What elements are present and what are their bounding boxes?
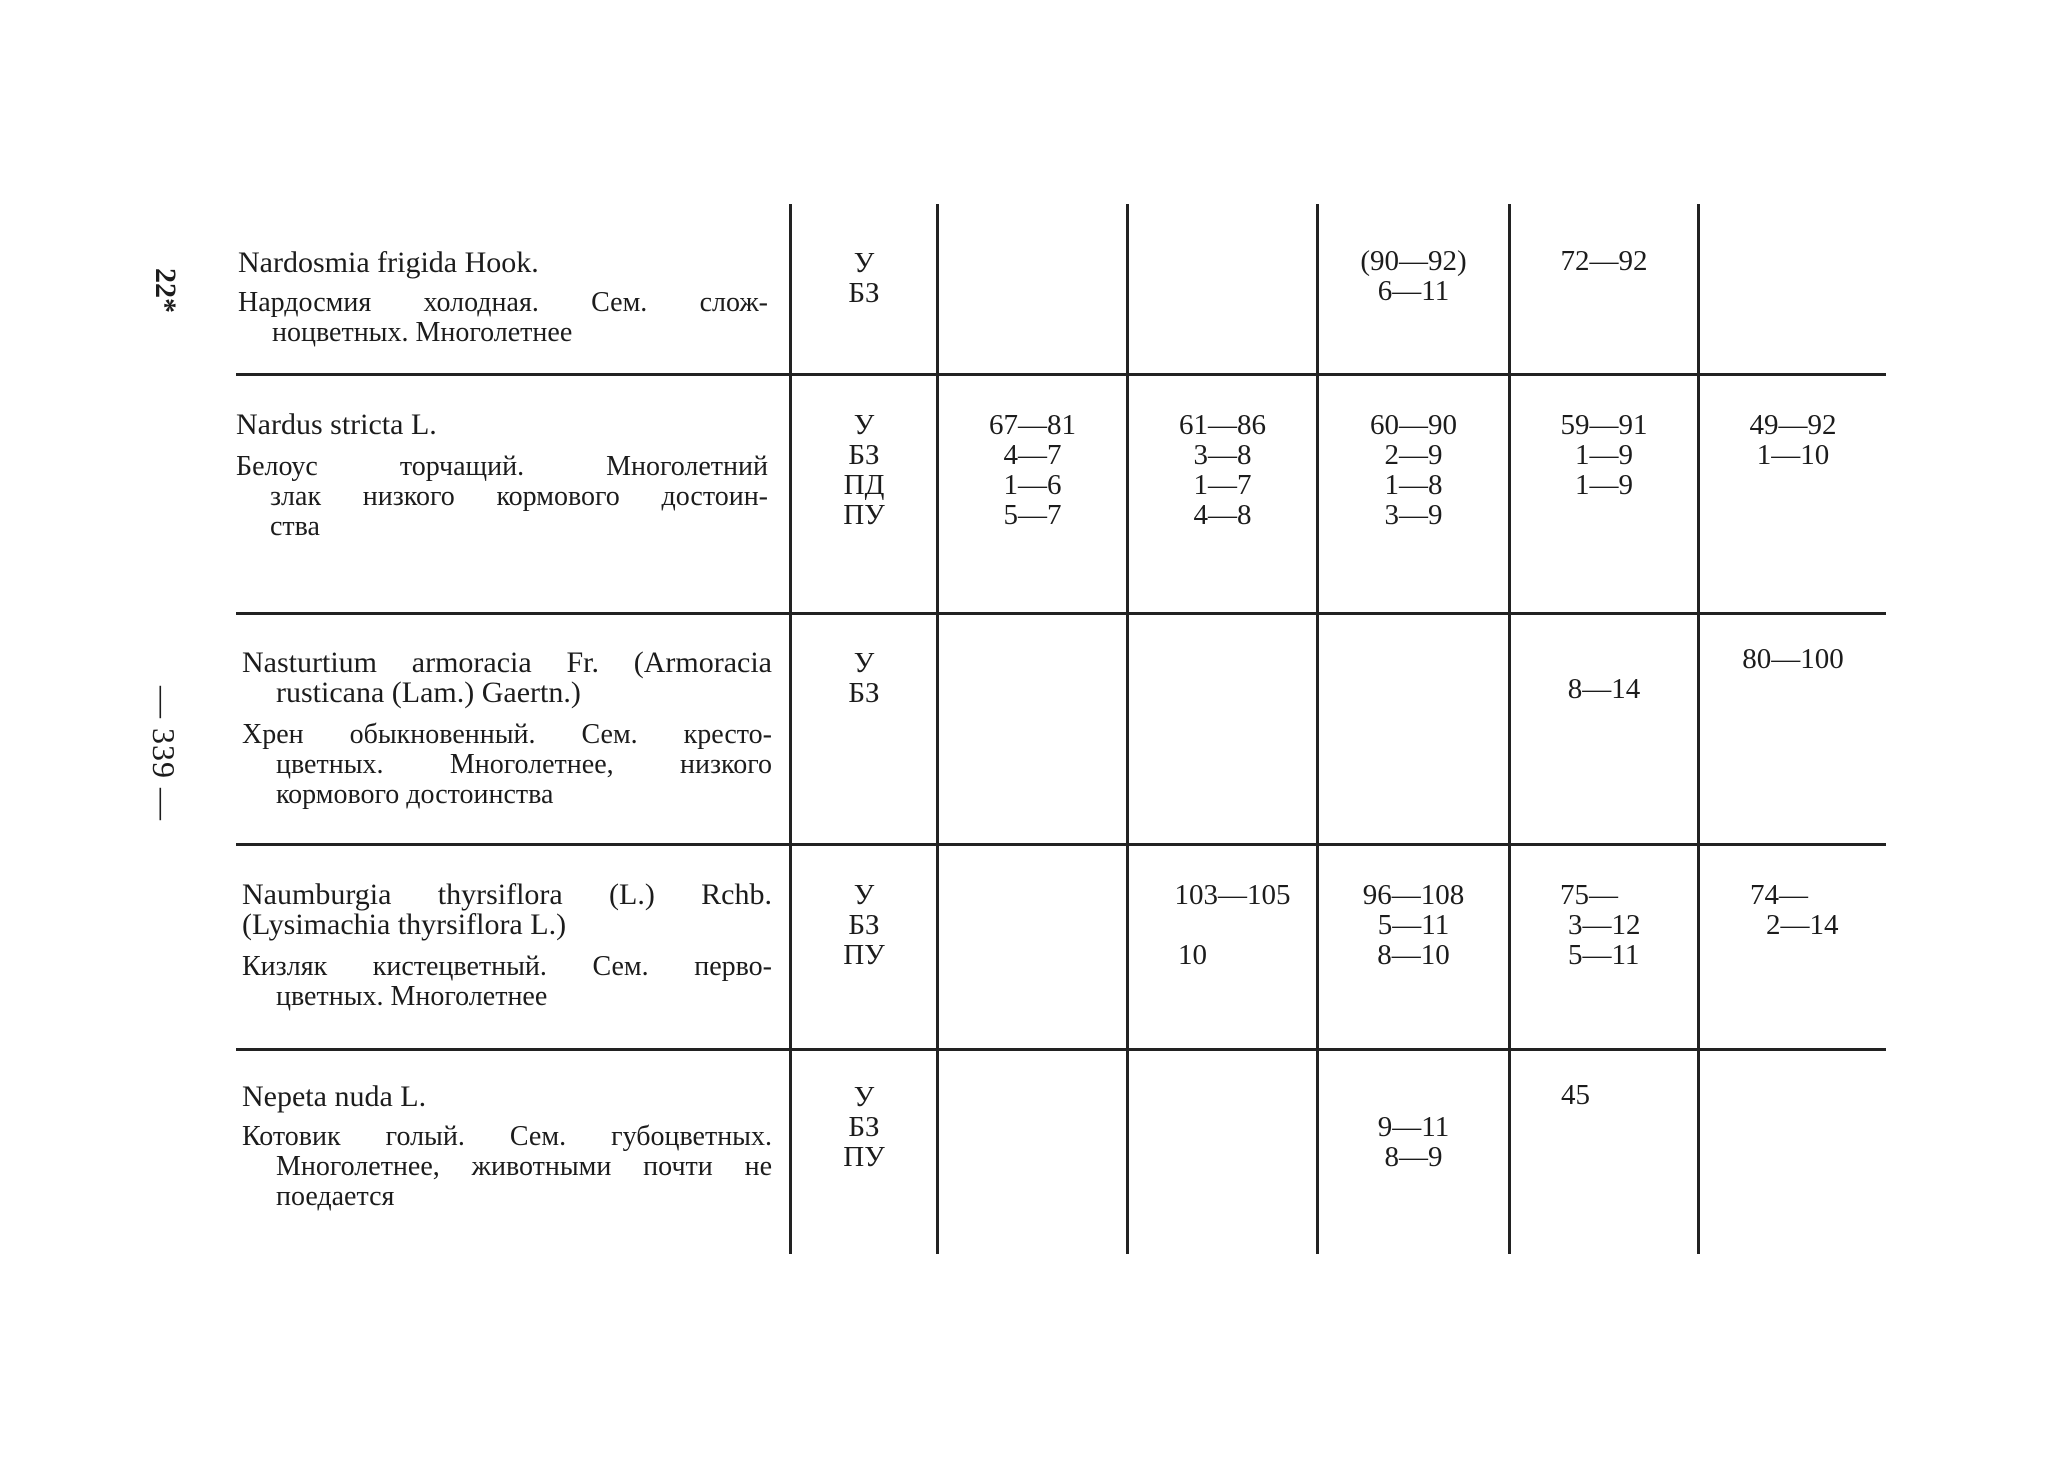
value-cell (1511, 674, 1697, 704)
region-code: У (853, 879, 875, 911)
value: (90—92) (1360, 245, 1467, 277)
row-separator (236, 612, 1886, 615)
table-row (238, 248, 768, 348)
row-separator (236, 843, 1886, 846)
value-cell (1511, 246, 1697, 276)
region-code: БЗ (848, 277, 880, 309)
region-codes (792, 880, 936, 970)
region-code: У (853, 247, 875, 279)
species-description (236, 452, 768, 542)
description-line: цветных. Многолетнее, низкого (276, 749, 772, 780)
column-rule (1316, 204, 1319, 1254)
value: 1—7 (1193, 469, 1252, 501)
value: 3—9 (1384, 499, 1443, 531)
region-codes (792, 1082, 936, 1172)
value: 75— (1560, 879, 1618, 911)
value: 67—81 (989, 409, 1076, 441)
latin-line: Nasturtium armoracia Fr. (Armoracia (242, 646, 772, 679)
value-cell (1319, 880, 1508, 970)
description-line: поедается (276, 1181, 395, 1212)
table-row (242, 880, 772, 1012)
value: 60—90 (1370, 409, 1457, 441)
description-line: кормового достоинства (276, 779, 554, 810)
value: 5—11 (1568, 939, 1640, 971)
description-line: Хрен обыкновенный. Сем. кресто- (242, 719, 772, 750)
description-line: ноцветных. Многолетнее (272, 317, 573, 348)
table-row (236, 410, 768, 542)
description-line: ства (270, 511, 320, 542)
value-cell (1319, 1112, 1508, 1172)
region-code: ПД (843, 469, 885, 501)
value: 4—7 (1003, 439, 1062, 471)
value-cell (1178, 940, 1298, 970)
value: 1—10 (1756, 439, 1830, 471)
value: 4—8 (1193, 499, 1252, 531)
latin-line: Naumburgia thyrsiflora (L.) Rchb. (242, 878, 772, 911)
value: 8—10 (1377, 939, 1450, 971)
description-line: Белоус торчащий. Многолетний (236, 451, 768, 482)
description-line: Многолетнее, животными почти не (276, 1151, 772, 1182)
value: 59—91 (1560, 409, 1648, 441)
value-cell (1319, 410, 1508, 530)
species-latin-name: Nardosmia frigida Hook. (238, 246, 539, 279)
region-codes (792, 248, 936, 308)
value: 1—9 (1575, 439, 1633, 471)
region-code: У (853, 647, 875, 679)
value: 61—86 (1179, 409, 1266, 441)
region-code: БЗ (848, 677, 880, 709)
latin-line: (Lysimachia thyrsiflora L.) (242, 908, 567, 941)
species-latin-name: Nepeta nuda L. (242, 1080, 427, 1113)
value: 8—9 (1384, 1141, 1443, 1173)
table-row (242, 648, 772, 810)
region-code: ПУ (843, 939, 885, 971)
value: 2—9 (1384, 439, 1443, 471)
value: 9—11 (1377, 1111, 1450, 1143)
value-cell (1511, 410, 1697, 500)
value-cell (1750, 880, 1880, 940)
value-cell (1560, 880, 1690, 970)
value: 74— (1750, 879, 1808, 911)
description-line: Нардосмия холодная. Сем. слож- (238, 287, 768, 318)
region-code: У (853, 409, 875, 441)
species-latin-name (242, 880, 772, 940)
column-rule (1508, 204, 1511, 1254)
value: 1—9 (1575, 469, 1633, 501)
species-description (242, 720, 772, 810)
description-line: злак низкого кормового достоин- (270, 481, 768, 512)
value: 10 (1178, 939, 1207, 971)
value: 5—7 (1003, 499, 1062, 531)
value-cell (1319, 246, 1508, 306)
column-rule (1697, 204, 1700, 1254)
value: 6—11 (1377, 275, 1450, 307)
latin-line: rusticana (Lam.) Gaertn.) (276, 676, 581, 709)
value: 2—14 (1766, 909, 1839, 941)
value: 5—11 (1377, 909, 1450, 941)
species-description (242, 952, 772, 1012)
region-code: У (853, 1081, 875, 1113)
value: 96—108 (1362, 879, 1465, 911)
signature-mark: 22* (149, 268, 182, 313)
value: 3—12 (1568, 909, 1641, 941)
species-description (242, 1122, 772, 1212)
value: 72—92 (1560, 245, 1648, 277)
region-codes (792, 410, 936, 530)
value: 45 (1561, 1079, 1590, 1111)
table-row (242, 1082, 772, 1212)
species-latin-name (242, 648, 772, 708)
value-cell (1561, 1080, 1681, 1110)
region-code: ПУ (843, 1141, 885, 1173)
value-cell (1129, 410, 1316, 530)
row-separator (236, 1048, 1886, 1051)
value: 49—92 (1749, 409, 1837, 441)
value-cell (939, 410, 1126, 530)
value: 8—14 (1567, 673, 1641, 705)
column-rule (1126, 204, 1129, 1254)
value: 1—8 (1384, 469, 1443, 501)
description-line: Котовик голый. Сем. губоцветных. (242, 1121, 772, 1152)
value: 3—8 (1193, 439, 1252, 471)
species-description (238, 288, 768, 348)
region-code: БЗ (848, 1111, 880, 1143)
column-rule (936, 204, 939, 1254)
region-codes (792, 648, 936, 708)
value: 103—105 (1174, 879, 1291, 911)
region-code: БЗ (848, 439, 880, 471)
value-cell (1139, 880, 1326, 910)
region-code: БЗ (848, 909, 880, 941)
description-line: Кизляк кистецветный. Сем. перво- (242, 951, 772, 982)
description-line: цветных. Многолетнее (276, 981, 548, 1012)
value: 1—6 (1003, 469, 1062, 501)
species-latin-name: Nardus stricta L. (236, 408, 437, 441)
value-cell (1700, 644, 1886, 674)
page-number: — 339 — (146, 686, 182, 821)
value-cell (1700, 410, 1886, 470)
row-separator (236, 373, 1886, 376)
value: 80—100 (1742, 643, 1844, 675)
region-code: ПУ (843, 499, 885, 531)
